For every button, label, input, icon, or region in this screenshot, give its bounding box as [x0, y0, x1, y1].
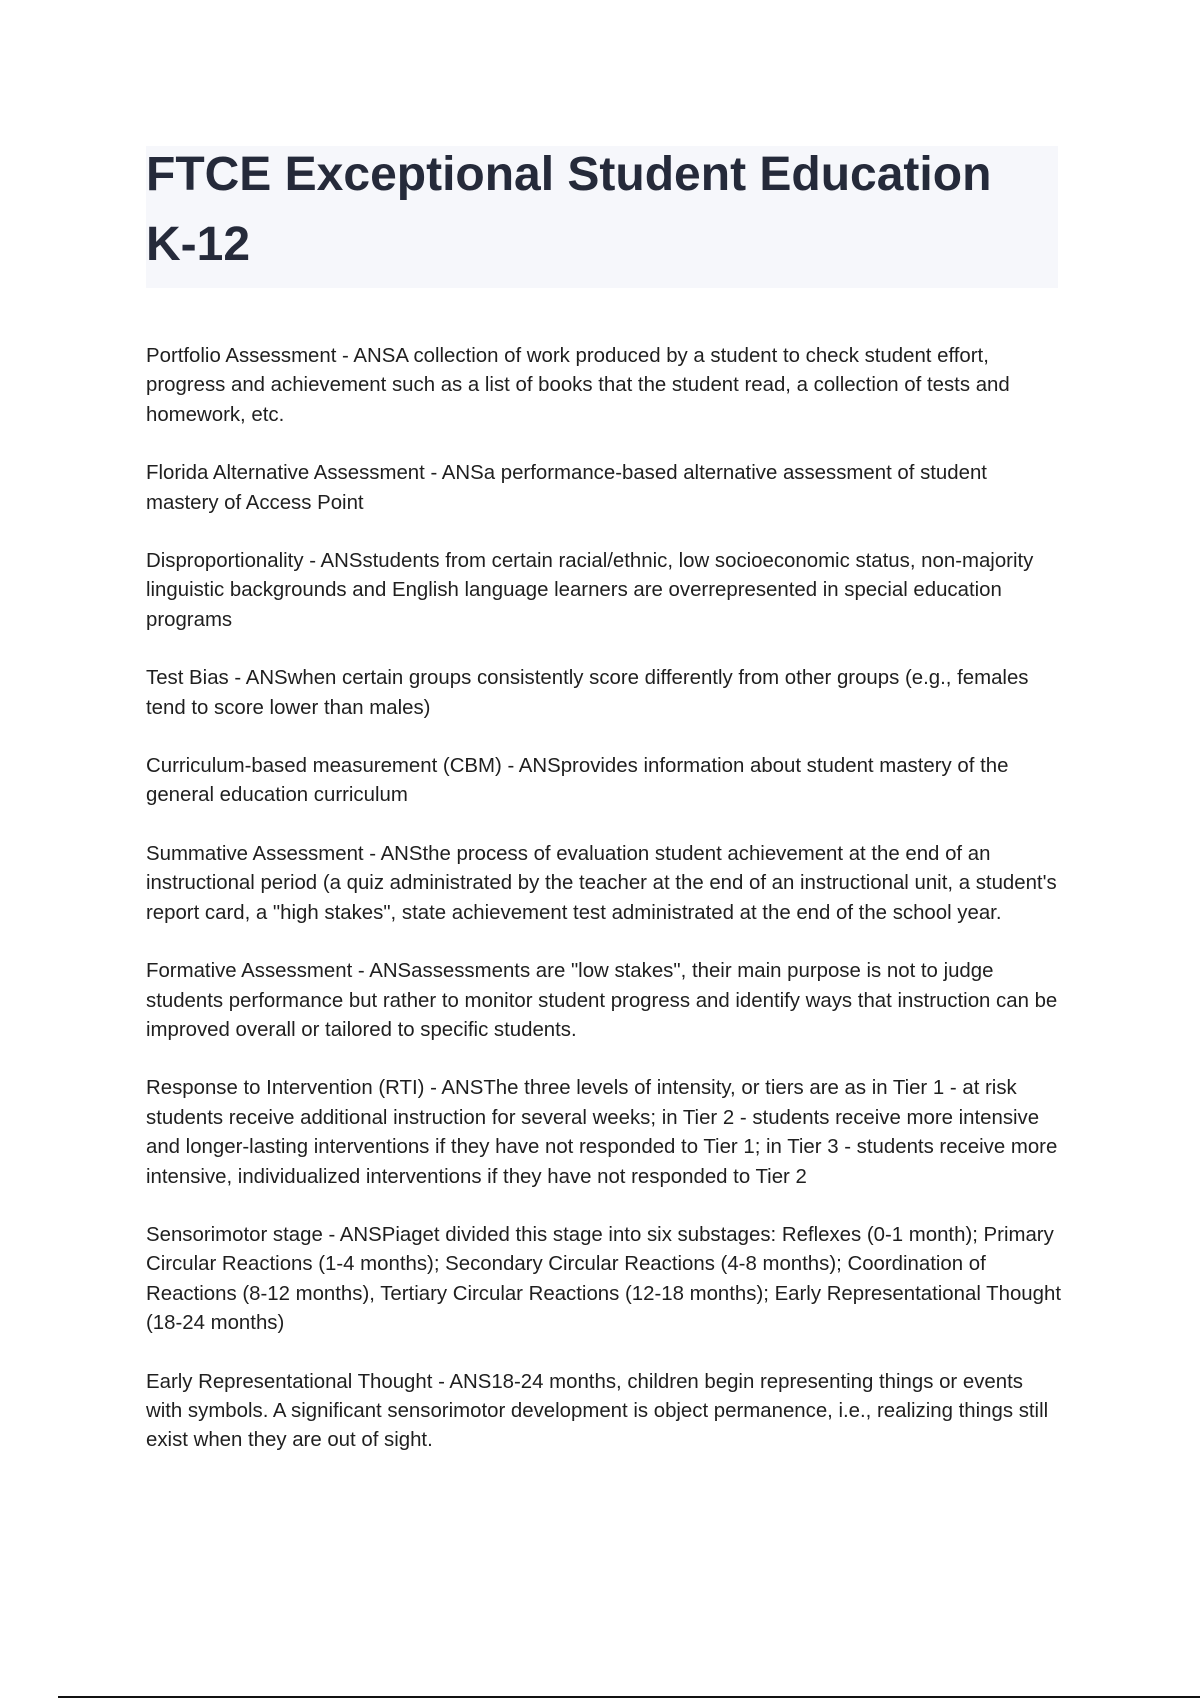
document-title-line-2: K-12	[146, 218, 251, 271]
flashcard-list	[146, 342, 1062, 1485]
footer-divider	[58, 1696, 1200, 1698]
flashcard-entry: Response to Intervention (RTI) - ANSThe three levels of intensity, or tiers are as in Tier 1 - at risk students receive additional instruction for several weeks; in Tier 2 - students receive more intensive and longer-lasting interventions if they have not responded to Tier 1; in Tier 3 - students receive more intensive, individualized interventions if they have not responded to Tier 2	[146, 1077, 1058, 1188]
flashcard-entry: Early Representational Thought - ANS18-24 months, children begin representing things or events with symbols. A significant sensorimotor development is object permanence, i.e., realizing things still exist when they are out of sight.	[146, 1370, 1049, 1452]
document-title-line-1: FTCE Exceptional Student Education	[146, 148, 992, 201]
flashcard-entry: Florida Alternative Assessment - ANSa performance-based alternative assessment of student mastery of Access Point	[146, 462, 987, 514]
flashcard-entry: Formative Assessment - ANSassessments are "low stakes", their main purpose is not to judge students performance but rather to monitor student progress and identify ways that instruction can be improved overall or tailored to specific students.	[146, 960, 1058, 1041]
flashcard-entry: Summative Assessment - ANSthe process of evaluation student achievement at the end of an instructional period (a quiz administrated by the teacher at the end of an instructional unit, a student's report card, a "high stakes", state achievement test administrated at the end of the school year.	[146, 842, 1057, 924]
flashcard-entry: Disproportionality - ANSstudents from certain racial/ethnic, low socioeconomic status, non-majority linguistic backgrounds and English language learners are overrepresented in special education programs	[146, 550, 1034, 631]
document-title	[146, 140, 1046, 280]
flashcard-entry: Sensorimotor stage - ANSPiaget divided this stage into six substages: Reflexes (0-1 month); Primary Circular Reactions (1-4 months); Secondary Circular Reactions (4-8 months); Coordination of Reactions (8-12 months), Tertiary Circular Reactions (12-18 months); Early Representational Thought (18-24 months)	[146, 1223, 1061, 1335]
flashcard-entry: Portfolio Assessment - ANSA collection of work produced by a student to check student effort, progress and achievement such as a list of books that the student read, a collection of tests and homework, etc.	[146, 345, 1010, 426]
flashcard-entry: Test Bias - ANSwhen certain groups consistently score differently from other groups (e.g., females tend to score lower than males)	[146, 667, 1029, 719]
flashcard-entry: Curriculum-based measurement (CBM) - ANSprovides information about student mastery of the general education curriculum	[146, 755, 1009, 807]
